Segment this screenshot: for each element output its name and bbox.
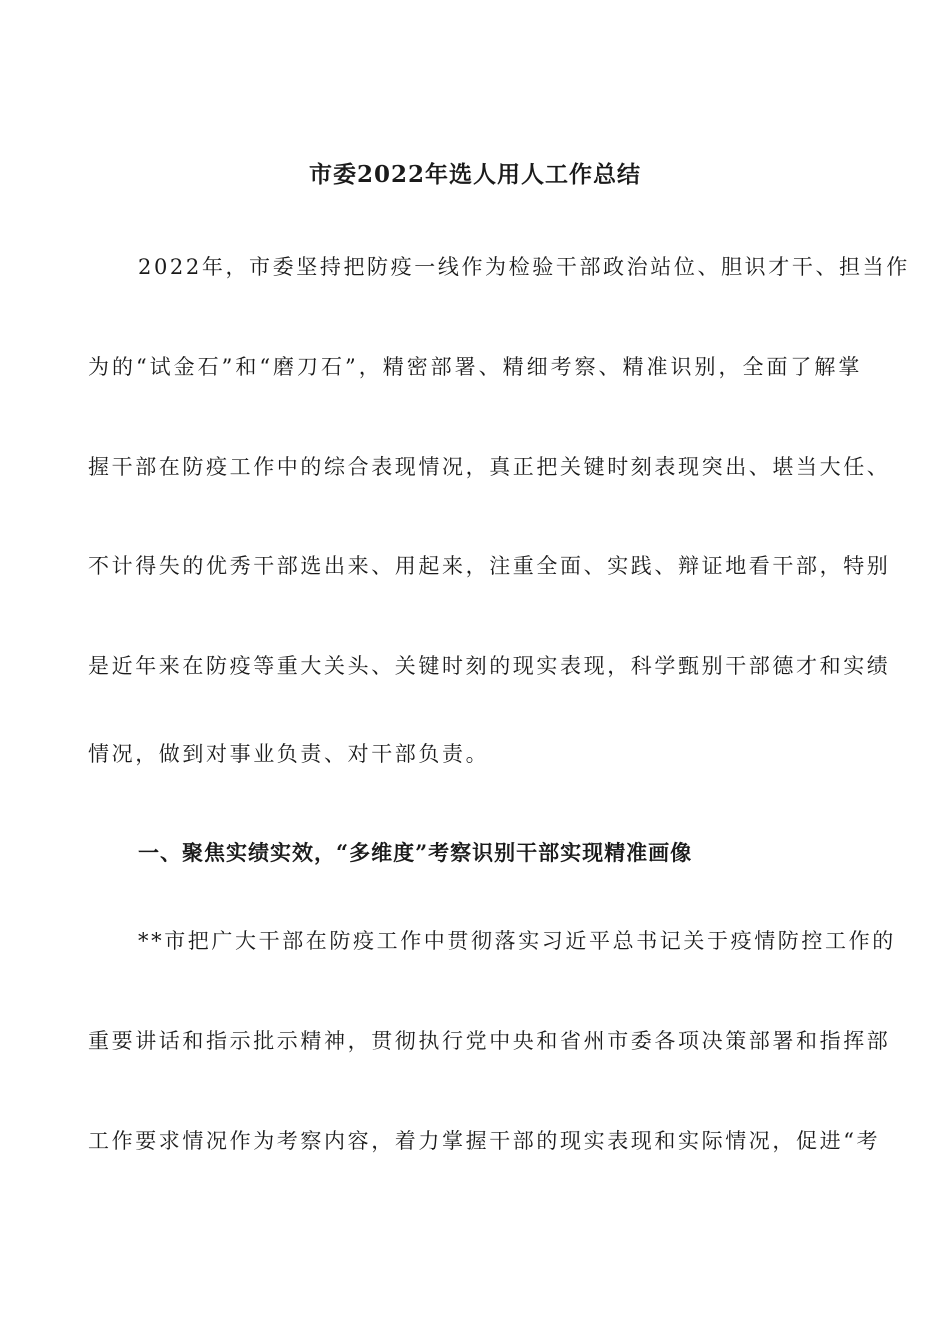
paragraph-2-line-1: **市把广大干部在防疫工作中贯彻落实习近平总书记关于疫情防控工作的 [138,929,896,953]
paragraph-2-line-3: 工作要求情况作为考察内容，着力掌握干部的现实表现和实际情况，促进“考 [88,1129,881,1153]
paragraph-1-line-6: 情况，做到对事业负责、对干部负责。 [88,742,490,766]
section-heading-1: 一、聚焦实绩实效，“多维度”考察识别干部实现精准画像 [138,840,693,865]
paragraph-1-line-2: 为的“试金石”和“磨刀石”，精密部署、精细考察、精准识别，全面了解掌 [88,355,862,379]
document-title: 市委2022年选人用人工作总结 [308,161,641,188]
paragraph-1-line-3: 握干部在防疫工作中的综合表现情况，真正把关键时刻表现突出、堪当大任、 [88,455,891,479]
paragraph-1-line-4: 不计得失的优秀干部选出来、用起来，注重全面、实践、辩证地看干部，特别 [88,554,891,578]
paragraph-2-line-2: 重要讲话和指示批示精神，贯彻执行党中央和省州市委各项决策部署和指挥部 [88,1029,891,1053]
paragraph-1-line-5: 是近年来在防疫等重大关头、关键时刻的现实表现，科学甄别干部德才和实绩 [88,654,891,678]
paragraph-1-line-1: 2022年，市委坚持把防疫一线作为检验干部政治站位、胆识才干、担当作 [138,255,910,279]
